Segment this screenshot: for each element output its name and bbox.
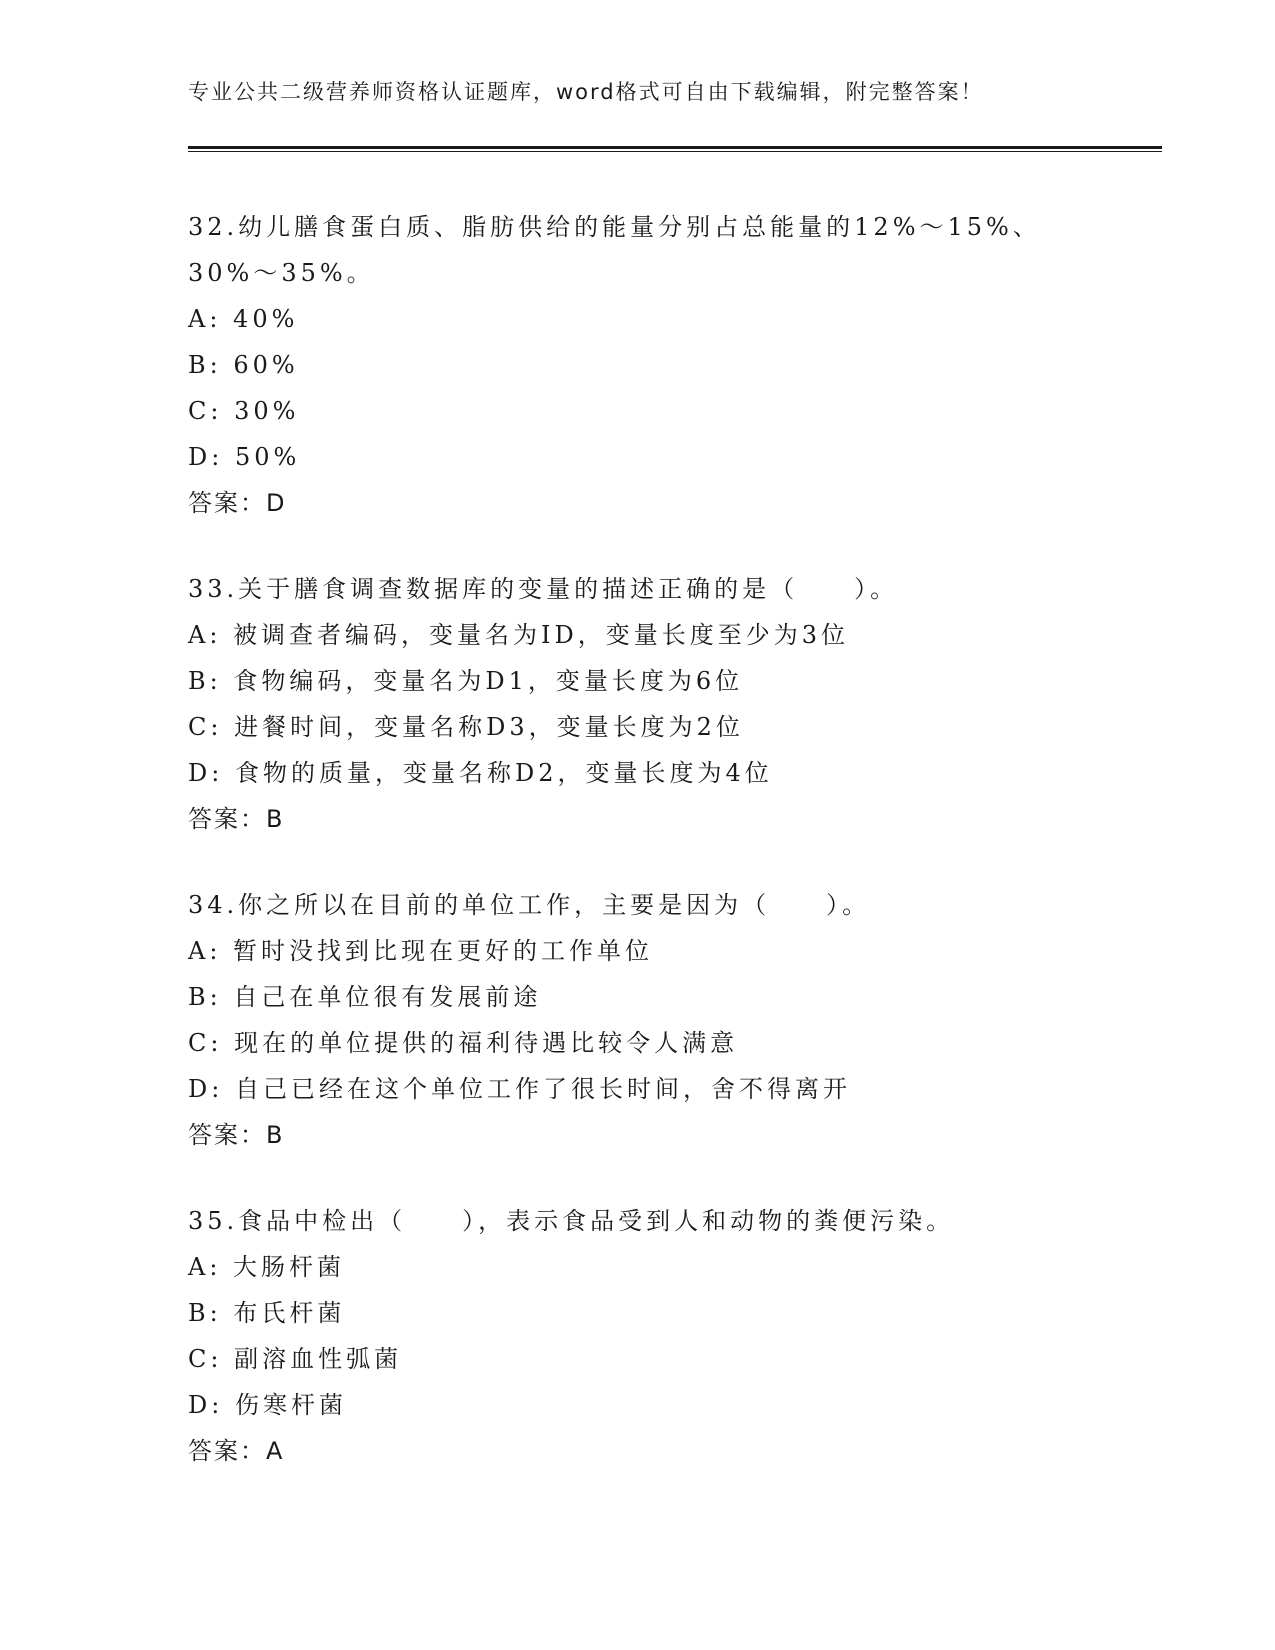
question-stem: 32.幼儿膳食蛋白质、脂肪供给的能量分别占总能量的12%～15%、30%～35%。 bbox=[188, 213, 1041, 287]
option-c: C: 进餐时间，变量名称D3，变量长度为2位 bbox=[188, 713, 744, 741]
question-stem: 34.你之所以在目前的单位工作，主要是因为（ ）。 bbox=[188, 891, 871, 919]
option-a: A: 大肠杆菌 bbox=[188, 1253, 346, 1281]
option-b: B: 60% bbox=[188, 351, 299, 379]
question-stem: 33.关于膳食调查数据库的变量的描述正确的是（ ）。 bbox=[188, 575, 899, 603]
question-32 bbox=[188, 204, 1078, 526]
question-35 bbox=[188, 1198, 1078, 1474]
option-d: D: 自己已经在这个单位工作了很长时间，舍不得离开 bbox=[188, 1075, 851, 1103]
option-d: D: 伤寒杆菌 bbox=[188, 1391, 347, 1419]
option-c: C: 现在的单位提供的福利待遇比较令人满意 bbox=[188, 1029, 739, 1057]
option-b: B: 食物编码，变量名为D1，变量长度为6位 bbox=[188, 667, 744, 695]
option-d: D: 食物的质量，变量名称D2，变量长度为4位 bbox=[188, 759, 773, 787]
question-list bbox=[188, 204, 1078, 1514]
option-d: D: 50% bbox=[188, 443, 301, 471]
answer: 答案：B bbox=[188, 805, 285, 833]
option-a: A: 40% bbox=[188, 305, 299, 333]
question-33 bbox=[188, 566, 1078, 842]
answer: 答案：A bbox=[188, 1437, 285, 1465]
answer: 答案：D bbox=[188, 489, 287, 517]
option-c: C: 副溶血性弧菌 bbox=[188, 1345, 403, 1373]
option-a: A: 被调查者编码，变量名为ID，变量长度至少为3位 bbox=[188, 621, 850, 649]
question-34 bbox=[188, 882, 1078, 1158]
question-stem: 35.食品中检出（ ），表示食品受到人和动物的粪便污染。 bbox=[188, 1207, 955, 1235]
option-b: B: 布氏杆菌 bbox=[188, 1299, 346, 1327]
option-b: B: 自己在单位很有发展前途 bbox=[188, 983, 542, 1011]
header-divider bbox=[188, 146, 1162, 152]
option-a: A: 暂时没找到比现在更好的工作单位 bbox=[188, 937, 654, 965]
answer: 答案：B bbox=[188, 1121, 285, 1149]
page-header: 专业公共二级营养师资格认证题库，word格式可自由下载编辑，附完整答案！ bbox=[188, 80, 984, 104]
option-c: C: 30% bbox=[188, 397, 300, 425]
